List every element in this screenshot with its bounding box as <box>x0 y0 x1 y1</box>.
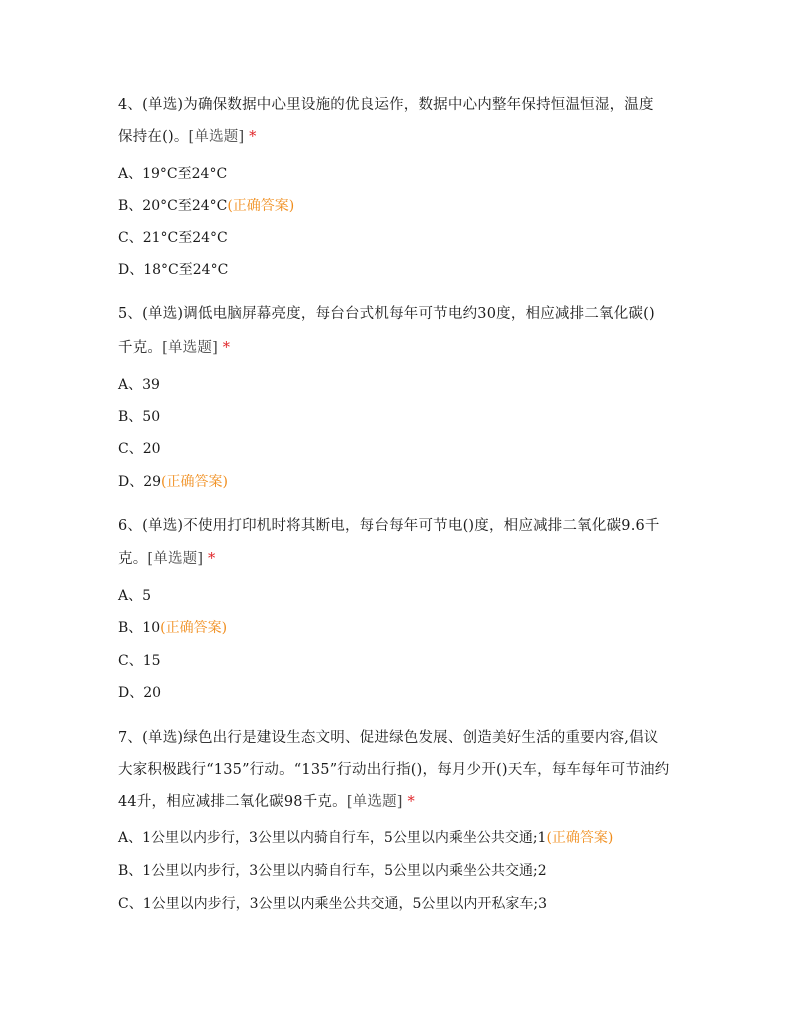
question-text: 大家积极践行“135”行动。“135”行动出行指()，每月少开()天车，每车每年可节油约 <box>118 762 670 778</box>
option-5c <box>118 440 161 458</box>
option-label: B、50 <box>118 409 161 425</box>
option-7a <box>118 829 613 847</box>
question-number: 6、 <box>118 518 143 534</box>
option-4a <box>118 165 227 183</box>
correct-answer-marker: (正确答案) <box>160 620 228 636</box>
option-4b <box>118 197 294 215</box>
option-label: A、19°C至24°C <box>118 166 228 182</box>
option-label: C、21°C至24°C <box>118 230 228 246</box>
option-4d <box>118 261 228 279</box>
question-4-line-2 <box>118 128 257 146</box>
option-label: A、1公里以内步行，3公里以内骑自行车，5公里以内乘坐公共交通;1 <box>118 830 547 846</box>
question-text: 千克。 <box>118 340 163 356</box>
question-7-line-1 <box>118 729 658 747</box>
option-6c <box>118 652 161 670</box>
option-7b <box>118 862 547 880</box>
question-text: 保持在()。 <box>118 129 189 145</box>
question-text: 克。 <box>118 551 148 567</box>
question-type-tag: [单选题] <box>162 340 218 356</box>
option-label: A、39 <box>118 377 160 393</box>
option-label: D、18°C至24°C <box>118 262 229 278</box>
question-number: 4、 <box>118 97 143 113</box>
question-type-tag: [单选题] <box>188 129 245 145</box>
question-type-tag: [单选题] <box>346 794 403 810</box>
option-label: D、20 <box>118 685 162 701</box>
question-4-line-1 <box>118 96 654 114</box>
question-6-line-2 <box>118 550 216 568</box>
option-5a <box>118 376 160 394</box>
question-text: 为确保数据中心里设施的优良运作，数据中心内整年保持恒温恒湿，温度 <box>183 97 654 113</box>
question-text: 44升，相应减排二氧化碳98千克。 <box>118 794 347 810</box>
option-6a <box>118 587 151 605</box>
required-star: * <box>249 129 257 145</box>
correct-answer-marker: (正确答案) <box>546 830 614 846</box>
required-star: * <box>407 794 415 810</box>
option-label: C、20 <box>118 441 161 457</box>
question-6-line-1 <box>118 517 660 535</box>
option-5d <box>118 473 228 491</box>
option-7c <box>118 895 547 913</box>
option-5b <box>118 408 160 426</box>
option-label: C、15 <box>118 653 161 669</box>
question-5-line-1 <box>118 305 655 323</box>
required-star: * <box>208 551 216 567</box>
correct-answer-marker: (正确答案) <box>227 198 295 214</box>
option-6d <box>118 684 161 702</box>
question-text: 不使用打印机时将其断电，每台每年可节电()度，相应减排二氧化碳9.6千 <box>183 518 660 534</box>
option-6b <box>118 619 227 637</box>
option-label: C、1公里以内步行，3公里以内乘坐公共交通，5公里以内开私家车;3 <box>118 896 548 912</box>
question-7-line-3 <box>118 793 415 811</box>
question-number: 7、 <box>118 730 143 746</box>
question-type: (单选) <box>142 306 184 322</box>
option-label: D、29 <box>118 474 162 490</box>
question-5-line-2 <box>118 339 230 357</box>
correct-answer-marker: (正确答案) <box>161 474 228 490</box>
question-text: 调低电脑屏幕亮度，每台台式机每年可节电约30度，相应减排二氧化碳() <box>183 306 655 322</box>
option-label: B、1公里以内步行，3公里以内骑自行车，5公里以内乘坐公共交通;2 <box>118 863 547 879</box>
option-label: B、10 <box>118 620 161 636</box>
question-type: (单选) <box>142 730 184 746</box>
option-label: A、5 <box>118 588 152 604</box>
question-number: 5、 <box>118 306 143 322</box>
question-7-line-2 <box>118 761 669 779</box>
question-text: 绿色出行是建设生态文明、促进绿色发展、创造美好生活的重要内容,倡议 <box>183 730 659 746</box>
option-label: B、20°C至24°C <box>118 198 228 214</box>
question-type-tag: [单选题] <box>147 551 204 567</box>
option-4c <box>118 229 228 247</box>
required-star: * <box>222 340 231 356</box>
question-type: (单选) <box>142 97 184 113</box>
question-type: (单选) <box>142 518 184 534</box>
